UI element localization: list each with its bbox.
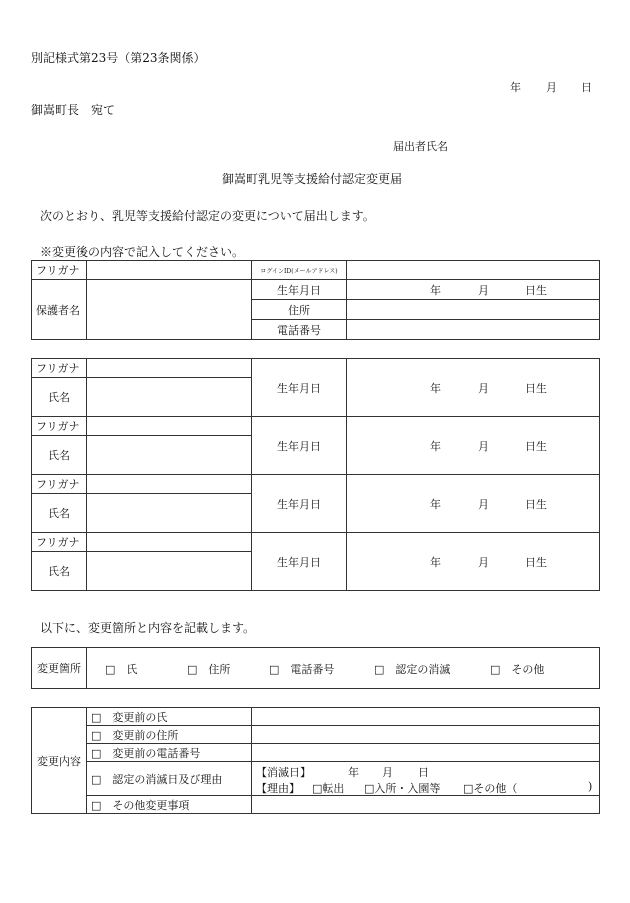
child-furigana-field[interactable] — [87, 417, 252, 436]
child-birth-field[interactable] — [347, 533, 600, 591]
other-changes-field[interactable] — [252, 796, 600, 814]
note-text: ※変更後の内容で記入してください。 — [40, 245, 245, 259]
date-year-label: 年 — [510, 81, 521, 94]
child-birth-year: 年 — [430, 381, 441, 395]
date-day-label: 日 — [581, 81, 592, 94]
changes-intro: 以下に、変更箇所と内容を記載します。 — [40, 621, 256, 635]
child-birth-month: 月 — [478, 439, 489, 453]
child-name-label: 氏名 — [32, 494, 87, 533]
option-extinction-checkbox[interactable]: □ 認定の消滅 — [374, 663, 451, 676]
child-name-field[interactable] — [87, 552, 252, 591]
applicant-name-label: 届出者氏名 — [393, 140, 448, 153]
extinction-date-label: 【消滅日】 — [256, 766, 311, 779]
guardian-address-label: 住所 — [252, 300, 347, 320]
child-furigana-label: フリガナ — [32, 359, 87, 378]
child-furigana-field[interactable] — [87, 359, 252, 378]
guardian-furigana-label: フリガナ — [32, 261, 87, 280]
guardian-birth-month: 月 — [478, 283, 489, 297]
child-birth-month: 月 — [478, 381, 489, 395]
prev-address-field[interactable] — [252, 726, 600, 744]
guardian-table — [31, 260, 600, 340]
change-location-table — [31, 647, 600, 689]
child-furigana-field[interactable] — [87, 475, 252, 494]
change-location-label: 変更箇所 — [32, 648, 87, 689]
guardian-address-field[interactable] — [347, 300, 600, 320]
child-birth-month: 月 — [478, 555, 489, 569]
extinction-year: 年 — [348, 766, 359, 779]
child-name-field[interactable] — [87, 378, 252, 417]
child-birth-day: 日生 — [525, 497, 547, 511]
extinction-month: 月 — [382, 766, 393, 779]
child-birth-year: 年 — [430, 555, 441, 569]
change-content-label: 変更内容 — [32, 708, 87, 814]
date-month-label: 月 — [546, 81, 557, 94]
child-birth-label: 生年月日 — [252, 475, 347, 533]
guardian-birth-day: 日生 — [525, 283, 547, 297]
child-furigana-label: フリガナ — [32, 417, 87, 436]
child-name-label: 氏名 — [32, 378, 87, 417]
child-birth-day: 日生 — [525, 439, 547, 453]
child-birth-day: 日生 — [525, 555, 547, 569]
option-surname-checkbox[interactable]: □ 氏 — [105, 663, 138, 676]
guardian-birth-year: 年 — [430, 283, 441, 297]
form-number: 別記様式第23号（第23条関係） — [31, 51, 206, 65]
page-title: 御嵩町乳児等支援給付認定変更届 — [222, 172, 403, 186]
addressee: 御嵩町長 宛て — [31, 103, 116, 117]
reason-other-checkbox[interactable]: □その他（ — [463, 782, 518, 795]
change-content-table — [31, 707, 600, 814]
login-id-label: ログインID(メールアドレス) — [252, 261, 347, 280]
child-furigana-label: フリガナ — [32, 475, 87, 494]
login-id-field[interactable] — [347, 261, 600, 280]
guardian-furigana-field[interactable] — [87, 261, 252, 280]
child-birth-field[interactable] — [347, 359, 600, 417]
reason-label: 【理由】 — [256, 782, 300, 795]
option-address-checkbox[interactable]: □ 住所 — [187, 663, 231, 676]
prev-surname-checkbox[interactable]: □ 変更前の氏 — [87, 708, 252, 726]
child-name-label: 氏名 — [32, 552, 87, 591]
reason-close-paren: ) — [588, 780, 593, 793]
change-location-options — [87, 648, 600, 689]
other-changes-checkbox[interactable]: □ その他変更事項 — [87, 796, 252, 814]
child-furigana-field[interactable] — [87, 533, 252, 552]
child-birth-field[interactable] — [347, 417, 600, 475]
child-birth-field[interactable] — [347, 475, 600, 533]
child-birth-label: 生年月日 — [252, 533, 347, 591]
children-table — [31, 358, 600, 591]
prev-address-checkbox[interactable]: □ 変更前の住所 — [87, 726, 252, 744]
guardian-birth-field[interactable] — [347, 280, 600, 300]
option-other-checkbox[interactable]: □ その他 — [490, 663, 545, 676]
child-name-field[interactable] — [87, 494, 252, 533]
child-furigana-label: フリガナ — [32, 533, 87, 552]
guardian-phone-label: 電話番号 — [252, 320, 347, 340]
option-phone-checkbox[interactable]: □ 電話番号 — [269, 663, 335, 676]
guardian-name-label: 保護者名 — [32, 280, 87, 340]
prev-phone-checkbox[interactable]: □ 変更前の電話番号 — [87, 744, 252, 762]
prev-phone-field[interactable] — [252, 744, 600, 762]
child-birth-label: 生年月日 — [252, 359, 347, 417]
child-birth-label: 生年月日 — [252, 417, 347, 475]
child-birth-day: 日生 — [525, 381, 547, 395]
prev-surname-field[interactable] — [252, 708, 600, 726]
guardian-name-field[interactable] — [87, 280, 252, 340]
child-name-label: 氏名 — [32, 436, 87, 475]
extinction-detail — [252, 762, 600, 796]
extinction-day: 日 — [418, 766, 429, 779]
guardian-birth-label: 生年月日 — [252, 280, 347, 300]
child-birth-month: 月 — [478, 497, 489, 511]
intro-text: 次のとおり、乳児等支援給付認定の変更について届出します。 — [40, 209, 375, 223]
child-birth-year: 年 — [430, 439, 441, 453]
extinction-checkbox[interactable]: □ 認定の消滅日及び理由 — [87, 762, 252, 796]
reason-moveout-checkbox[interactable]: □転出 — [312, 782, 345, 795]
reason-admission-checkbox[interactable]: □入所・入園等 — [364, 782, 441, 795]
child-name-field[interactable] — [87, 436, 252, 475]
guardian-phone-field[interactable] — [347, 320, 600, 340]
child-birth-year: 年 — [430, 497, 441, 511]
